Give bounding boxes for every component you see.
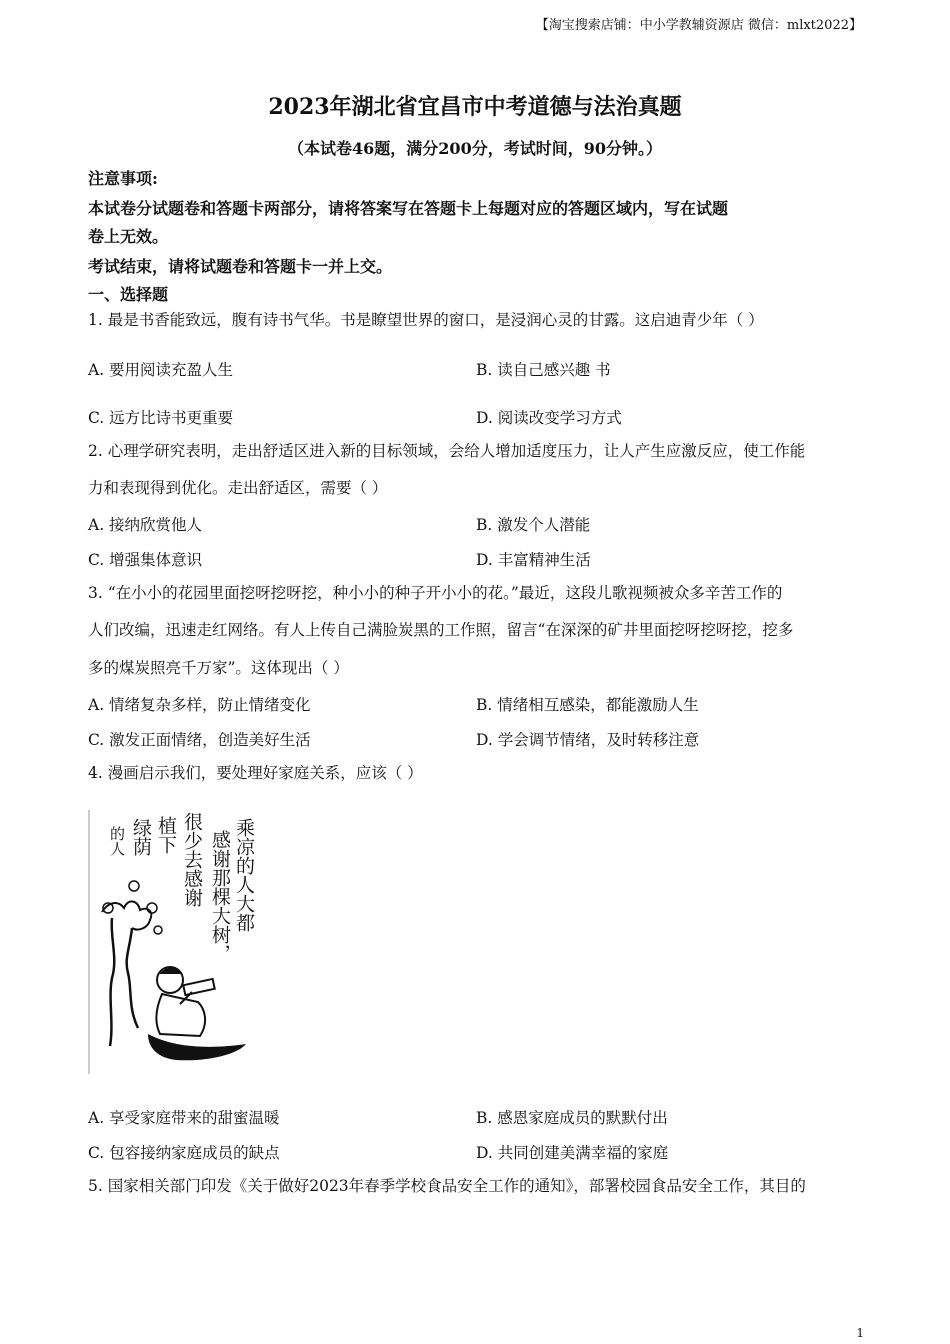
option-a: A. 享受家庭带来的甜蜜温暖	[88, 1109, 280, 1127]
option-b: B. 感恩家庭成员的默默付出	[476, 1109, 668, 1127]
option-b: B. 读自己感兴趣 书	[476, 361, 611, 379]
notice-line: 本试卷分试题卷和答题卡两部分，请将答案写在答题卡上每题对应的答题区域内，写在试题	[88, 199, 729, 218]
question-stem: 人们改编，迅速走红网络。有人上传自己满脸炭黑的工作照，留言“在深深的矿井里面挖呀挖呀挖，挖多	[88, 621, 794, 639]
option-d: D. 阅读改变学习方式	[476, 409, 622, 427]
header-note: 【淘宝搜索店铺：中小学教辅资源店 微信：mlxt2022】	[535, 18, 862, 33]
question-stem: 4. 漫画启示我们，要处理好家庭关系，应该（ ）	[88, 764, 423, 782]
cartoon-text: 植下	[155, 816, 177, 854]
cartoon-text: 的人	[108, 826, 126, 856]
section-heading: 一、选择题	[88, 285, 169, 304]
page-subtitle: （本试卷46题，满分200分，考试时间，90分钟。）	[288, 139, 662, 158]
question-stem: 多的煤炭照亮千万家”。这体现出（ ）	[88, 659, 349, 677]
cartoon-text: 绿荫	[130, 818, 152, 856]
option-d: D. 共同创建美满幸福的家庭	[476, 1144, 669, 1162]
option-a: A. 要用阅读充盈人生	[88, 361, 234, 379]
notice-line: 考试结束，请将试题卷和答题卡一并上交。	[88, 257, 393, 276]
option-c: C. 远方比诗书更重要	[88, 409, 234, 427]
question-stem: 1. 最是书香能致远，腹有诗书气华。书是瞭望世界的窗口，是浸润心灵的甘露。这启迪青少年（ ）	[88, 311, 764, 329]
option-c: C. 激发正面情绪，创造美好生活	[88, 731, 311, 749]
cartoon-text: 乘凉的人大都	[233, 818, 255, 932]
cartoon-text: 很少去感谢	[181, 812, 203, 907]
question-stem: 2. 心理学研究表明，走出舒适区进入新的目标领域，会给人增加适度压力，让人产生应激反应，使工作能	[88, 442, 806, 460]
question-stem: 力和表现得到优化。走出舒适区，需要（ ）	[88, 479, 388, 497]
question-stem: 3. “在小小的花园里面挖呀挖呀挖，种小小的种子开小小的花。”最近，这段儿歌视频被众多辛苦工作的	[88, 584, 783, 602]
option-d: D. 学会调节情绪，及时转移注意	[476, 731, 700, 749]
cartoon-text: 感谢那棵大树，	[209, 830, 231, 963]
page-title: 2023年湖北省宜昌市中考道德与法治真题	[268, 94, 682, 120]
notice-line: 卷上无效。	[88, 227, 169, 246]
cartoon-illustration	[88, 808, 258, 1076]
option-c: C. 增强集体意识	[88, 551, 203, 569]
option-d: D. 丰富精神生活	[476, 551, 591, 569]
option-a: A. 情绪复杂多样，防止情绪变化	[88, 696, 311, 714]
option-c: C. 包容接纳家庭成员的缺点	[88, 1144, 280, 1162]
page-number: 1	[856, 1326, 864, 1340]
question-stem: 5. 国家相关部门印发《关于做好2023年春季学校食品安全工作的通知》，部署校园食品安全工作，其目的	[88, 1177, 806, 1195]
notice-heading: 注意事项:	[88, 169, 158, 188]
option-b: B. 情绪相互感染，都能激励人生	[476, 696, 699, 714]
option-b: B. 激发个人潜能	[476, 516, 591, 534]
option-a: A. 接纳欣赏他人	[88, 516, 203, 534]
